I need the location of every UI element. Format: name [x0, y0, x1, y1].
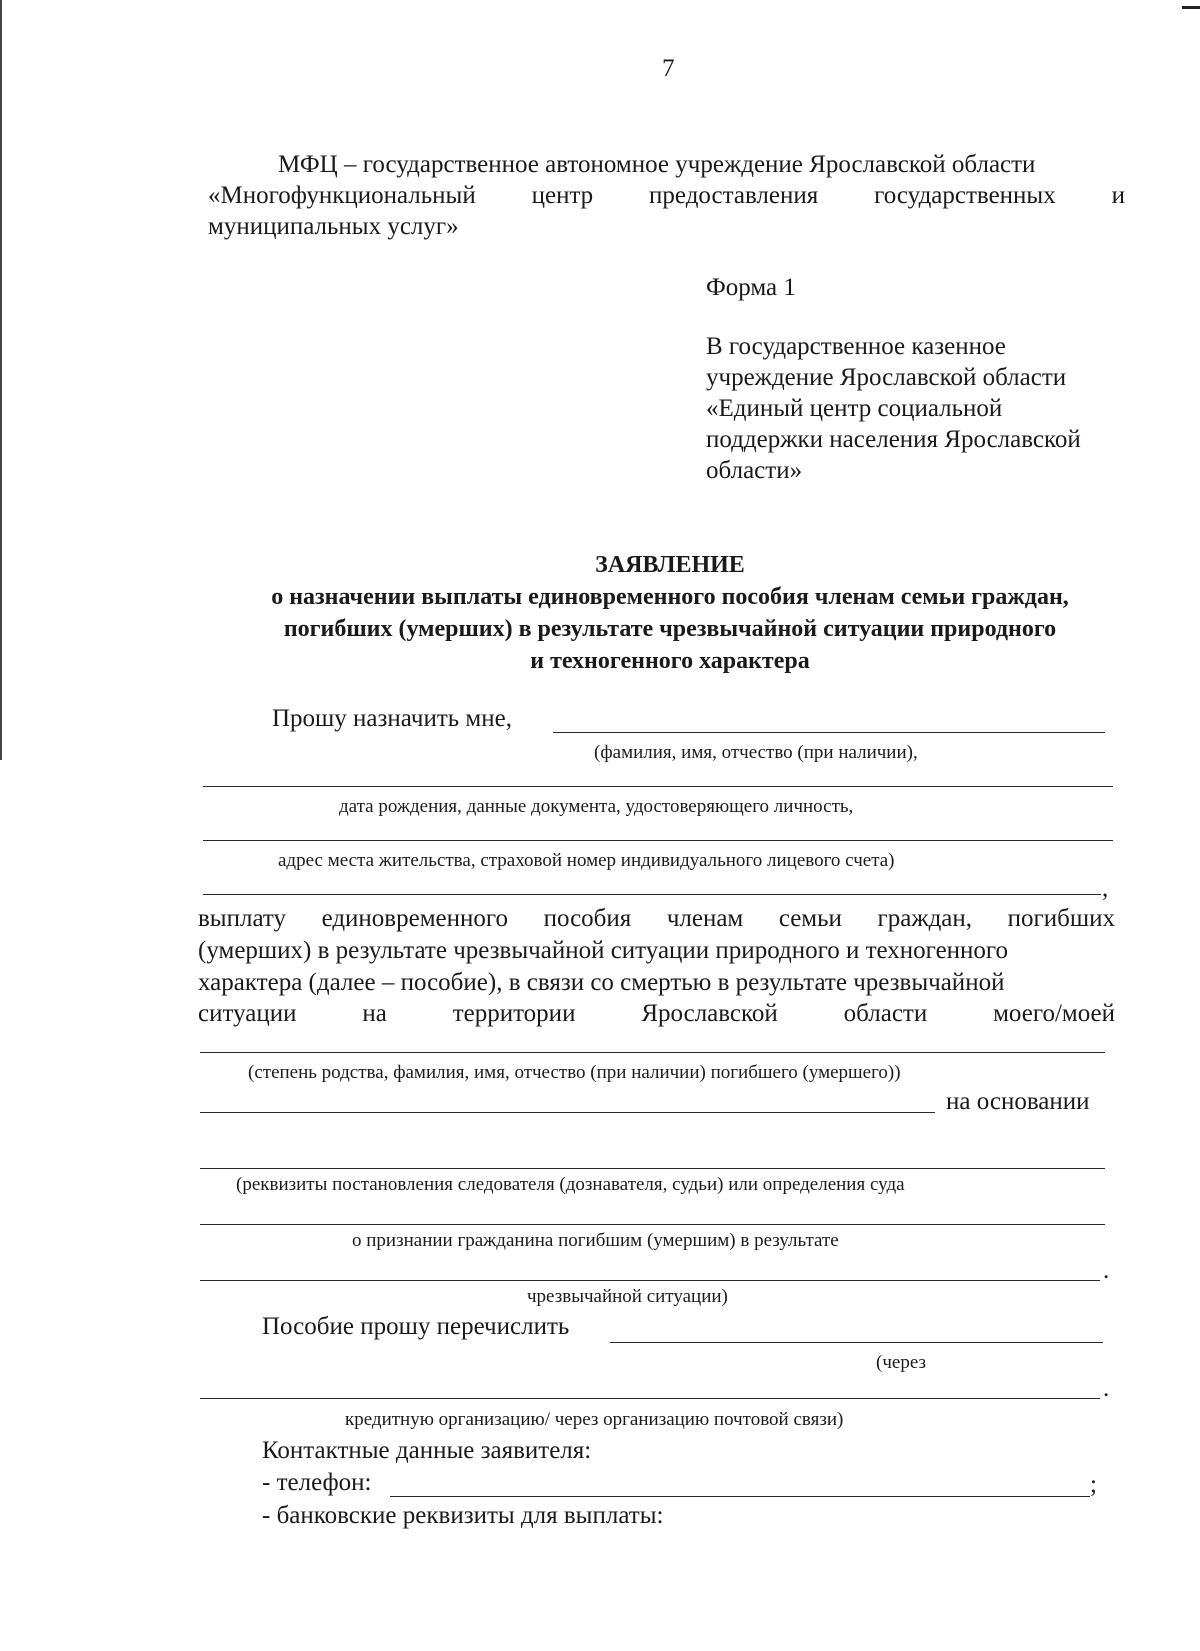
applicant-address-field[interactable] [203, 840, 1113, 841]
mfc-definition-line1: МФЦ – государственное автономное учреждение Ярославской области [278, 151, 1036, 178]
scan-corner-mark [1182, 6, 1200, 9]
page-number: 7 [662, 55, 675, 82]
decree-field-2[interactable] [200, 1224, 1105, 1225]
transfer-method-field-2[interactable] [200, 1398, 1100, 1399]
relative-info-field-cont[interactable] [200, 1112, 935, 1113]
phone-field[interactable] [390, 1496, 1090, 1497]
word: и [1111, 182, 1125, 209]
document-title-line1: о назначении выплаты единовременного пособия членам семьи граждан, [271, 584, 1069, 610]
body-text-line1 [198, 906, 1115, 931]
addressee-line1: В государственное казенное [706, 333, 1006, 360]
decree-hint-line3: чрезвычайной ситуации) [527, 1286, 728, 1307]
word: территории [452, 1000, 576, 1027]
applicant-id-hint: дата рождения, данные документа, удостоверяющего личность, [339, 796, 854, 817]
decree-hint-line2: о признании гражданина погибшим (умершим) в результате [352, 1230, 839, 1251]
mfc-definition-line3: муниципальных услуг» [208, 213, 459, 240]
word: членам [666, 905, 744, 932]
document-heading: ЗАЯВЛЕНИЕ [595, 552, 745, 578]
word: «Многофункциональный [208, 182, 476, 209]
word: выплату [198, 905, 287, 932]
document-title-line3: и техногенного характера [530, 648, 810, 674]
word: предоставления [649, 182, 819, 209]
applicant-id-field[interactable] [203, 786, 1113, 787]
addressee-line4: поддержки населения Ярославской [706, 426, 1081, 453]
comma-mark: , [1102, 875, 1109, 902]
word: области [843, 1000, 928, 1027]
form-label: Форма 1 [706, 274, 796, 301]
body-text-line2: (умерших) в результате чрезвычайной ситуации природного и техногенного [198, 937, 1009, 964]
contacts-heading: Контактные данные заявителя: [262, 1437, 592, 1464]
word: на [362, 1000, 387, 1027]
word: моего/моей [993, 1000, 1115, 1027]
applicant-name-field[interactable] [553, 732, 1105, 733]
basis-label: на основании [946, 1088, 1090, 1115]
addressee-line2: учреждение Ярославской области [706, 364, 1067, 391]
applicant-address-hint: адрес места жительства, страховой номер индивидуального лицевого счета) [278, 850, 895, 871]
applicant-extra-field[interactable] [203, 894, 1101, 895]
addressee-line3: «Единый центр социальной [706, 395, 1003, 422]
word: семьи [778, 905, 842, 932]
word: пособия [543, 905, 632, 932]
document-title-line2: погибших (умерших) в результате чрезвычайной ситуации природного [283, 616, 1057, 642]
mfc-definition-line2 [208, 183, 1125, 208]
body-text-line4 [198, 1001, 1115, 1026]
scan-edge-shadow [0, 0, 2, 760]
word: единовременного [321, 905, 509, 932]
transfer-method-field[interactable] [610, 1342, 1103, 1343]
word: центр [531, 182, 594, 209]
relative-info-hint: (степень родства, фамилия, имя, отчество (при наличии) погибшего (умершего)) [248, 1062, 901, 1083]
request-prefix: Прошу назначить мне, [272, 705, 512, 732]
word: Ярославской [641, 1000, 778, 1027]
phone-label: - телефон: [262, 1469, 372, 1496]
transfer-hint-line1: (через [876, 1352, 926, 1373]
body-text-line3: характера (далее – пособие), в связи со смертью в результате чрезвычайной [198, 969, 1005, 996]
decree-hint-line1: (реквизиты постановления следователя (дознавателя, судьи) или определения суда [236, 1174, 905, 1195]
word: государственных [874, 182, 1056, 209]
period-mark-1: . [1103, 1257, 1110, 1284]
semicolon-mark: ; [1090, 1471, 1097, 1498]
bank-details-label: - банковские реквизиты для выплаты: [262, 1502, 664, 1529]
period-mark-2: . [1103, 1375, 1110, 1402]
transfer-hint-line2: кредитную организацию/ через организацию почтовой связи) [345, 1409, 844, 1430]
word: погибших [1007, 905, 1115, 932]
transfer-prefix: Пособие прошу перечислить [262, 1313, 570, 1340]
addressee-line5: области» [706, 457, 803, 484]
word: ситуации [198, 1000, 297, 1027]
decree-field[interactable] [200, 1168, 1105, 1169]
word: граждан, [877, 905, 973, 932]
relative-info-field[interactable] [200, 1052, 1105, 1053]
applicant-name-hint: (фамилия, имя, отчество (при наличии), [594, 742, 918, 763]
decree-field-3[interactable] [200, 1280, 1100, 1281]
